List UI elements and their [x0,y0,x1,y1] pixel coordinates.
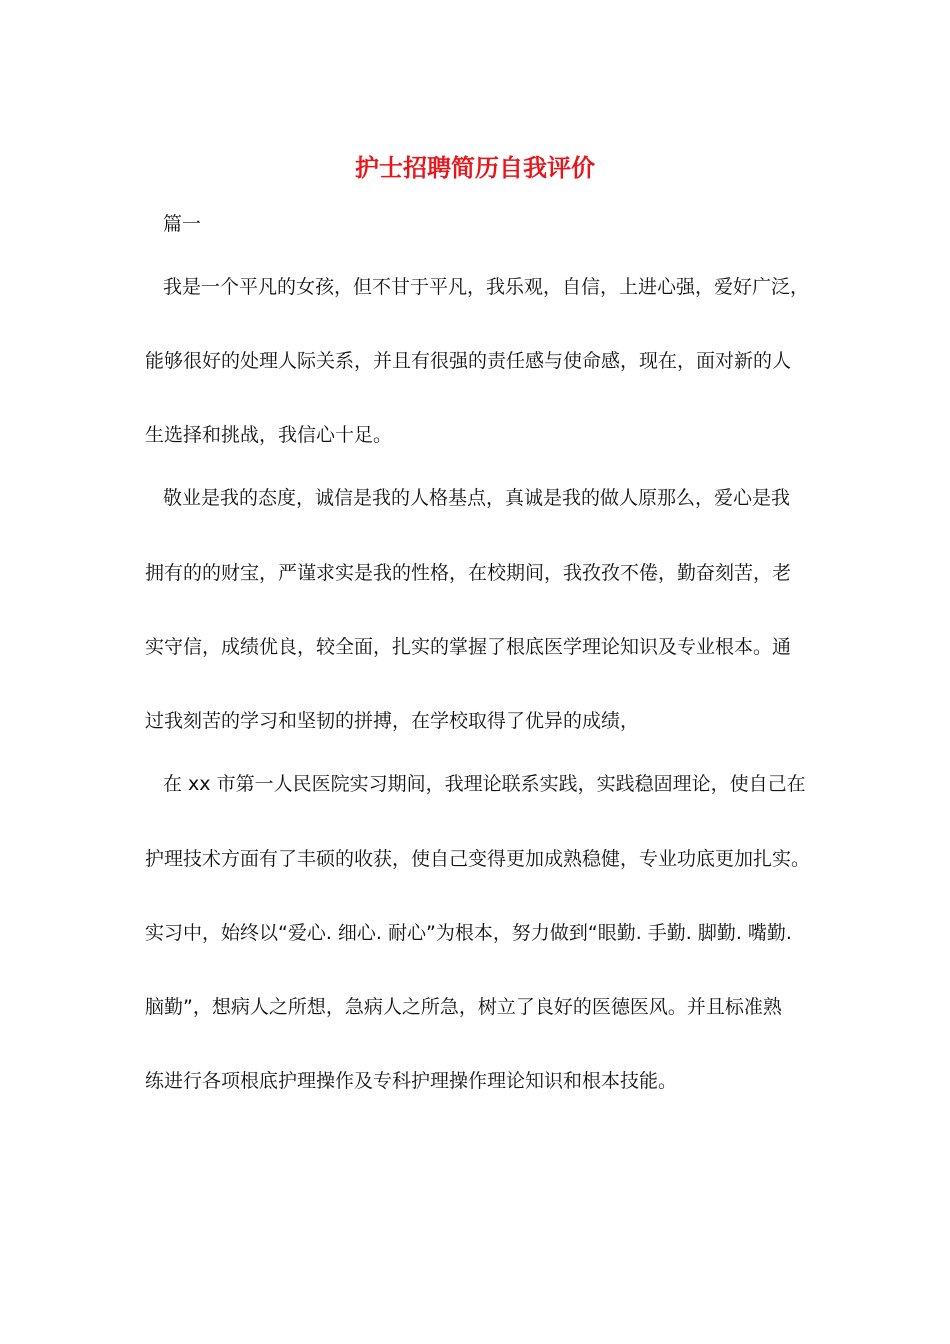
paragraph-line: 敬业是我的态度，诚信是我的人格基点，真诚是我的做人原那么，爱心是我 [163,487,791,509]
paragraph-line: 护理技术方面有了丰硕的收获，使自己变得更加成熟稳健，专业功底更加扎实。 [145,848,811,870]
paragraph-line: 能够很好的处理人际关系，并且有很强的责任感与使命感，现在，面对新的人 [145,350,792,372]
paragraph-line: 过我刻苦的学习和坚韧的拼搏，在学校取得了优异的成绩， [145,710,640,732]
document-title: 护士招聘简历自我评价 [355,153,595,182]
paragraph-line: 实习中，始终以“爱心. 细心. 耐心”为根本，努力做到“眼勤. 手勤. 脚勤. 嘴勤. [145,922,792,944]
paragraph-line: 脑勤”，想病人之所想，急病人之所急，树立了良好的医德医风。并且标准熟 [145,996,782,1018]
paragraph-line: 生选择和挑战，我信心十足。 [145,424,393,446]
paragraph-line: 练进行各项根底护理操作及专科护理操作理论知识和根本技能。 [145,1070,678,1092]
paragraph-line: 实守信，成绩优良，较全面，扎实的掌握了根底医学理论知识及专业根本。通 [145,636,792,658]
paragraph-line: 我是一个平凡的女孩，但不甘于平凡，我乐观，自信，上进心强，爱好广泛， [163,276,810,298]
paragraph-line: 拥有的的财宝，严谨求实是我的性格，在校期间，我孜孜不倦，勤奋刻苦，老 [145,562,792,584]
paragraph-line: 在 xx 市第一人民医院实习期间，我理论联系实践，实践稳固理论，使自己在 [163,773,806,795]
section-label: 篇一 [163,213,202,235]
